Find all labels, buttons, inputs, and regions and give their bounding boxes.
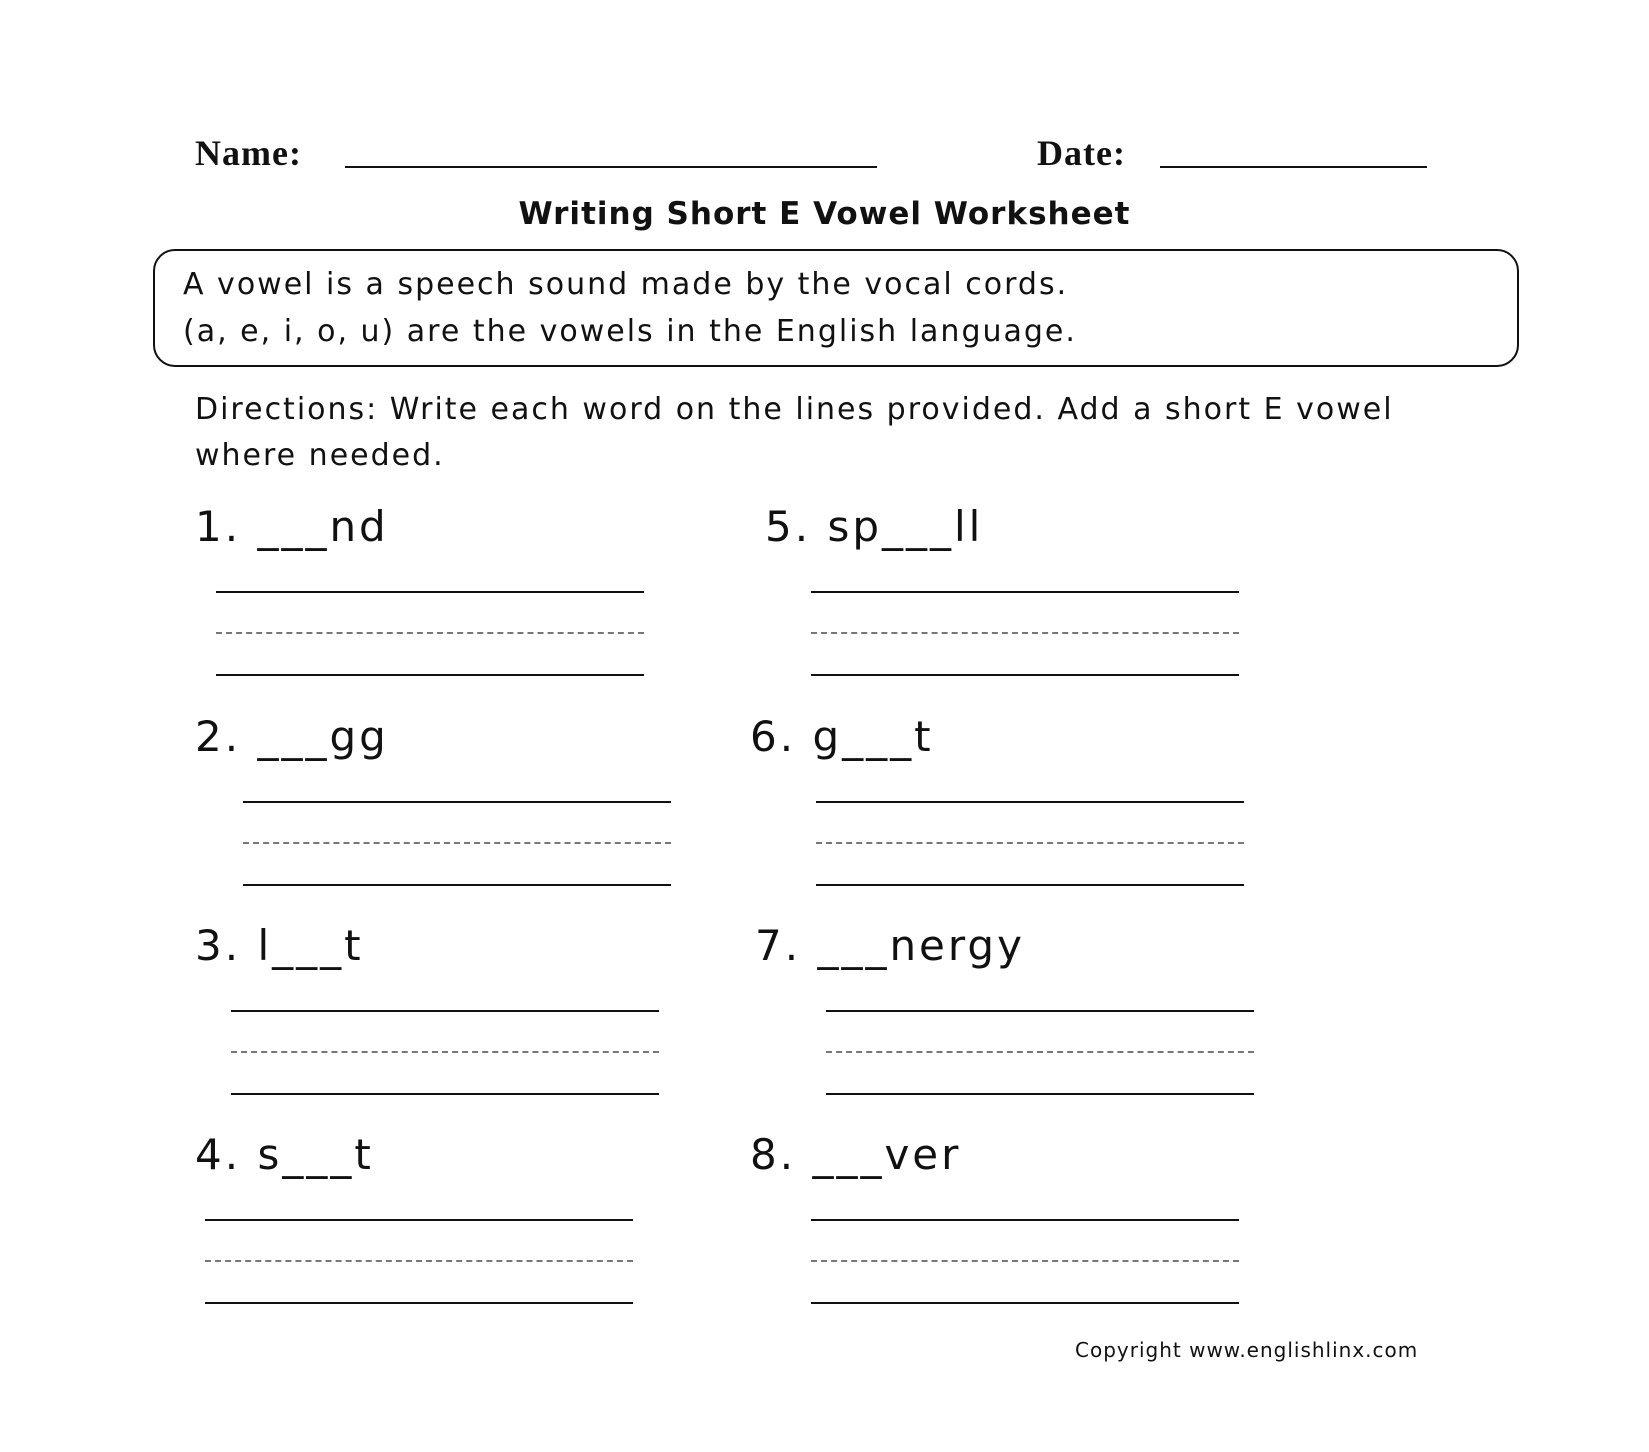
item-number: 7. [755,921,802,970]
writing-line-mid[interactable] [205,1260,633,1262]
page-title: Writing Short E Vowel Worksheet [518,196,1131,232]
writing-line-bottom[interactable] [811,674,1239,676]
name-field[interactable] [345,166,877,168]
writing-line-bottom[interactable] [205,1302,633,1304]
item-number: 4. [195,1130,242,1179]
item-number: 2. [195,712,242,761]
writing-line-top[interactable] [826,1010,1254,1012]
item-word: g___t [812,712,934,761]
writing-line-top[interactable] [811,591,1239,593]
copyright-text: Copyright www.englishlinx.com [1075,1338,1419,1362]
item-4 [195,1130,374,1179]
writing-line-top[interactable] [243,801,671,803]
info-line-1: A vowel is a speech sound made by the vocal cords. [183,267,1069,302]
item-word: l___t [257,921,364,970]
item-5 [765,502,983,551]
item-3 [195,921,364,970]
name-label: Name: [195,133,302,173]
item-word: ___nd [257,502,389,551]
writing-line-mid[interactable] [826,1051,1254,1053]
writing-line-top[interactable] [216,591,644,593]
writing-line-mid[interactable] [811,632,1239,634]
date-field[interactable] [1160,166,1427,168]
writing-line-bottom[interactable] [231,1093,659,1095]
item-1 [195,502,389,551]
writing-line-mid[interactable] [231,1051,659,1053]
item-number: 8. [750,1130,797,1179]
writing-line-top[interactable] [205,1219,633,1221]
writing-line-bottom[interactable] [826,1093,1254,1095]
item-8 [750,1130,961,1179]
item-number: 1. [195,502,242,551]
writing-line-top[interactable] [811,1219,1239,1221]
writing-line-bottom[interactable] [216,674,644,676]
writing-line-top[interactable] [816,801,1244,803]
writing-line-bottom[interactable] [811,1302,1239,1304]
item-6 [750,712,934,761]
item-word: ___nergy [817,921,1025,970]
item-word: ___ver [812,1130,962,1179]
item-word: ___gg [257,712,389,761]
item-number: 6. [750,712,797,761]
info-line-2: (a, e, i, o, u) are the vowels in the English language. [183,314,1077,349]
writing-line-mid[interactable] [216,632,644,634]
item-word: s___t [257,1130,374,1179]
writing-line-mid[interactable] [816,842,1244,844]
date-label: Date: [1037,133,1126,173]
writing-line-bottom[interactable] [816,884,1244,886]
item-number: 5. [765,502,812,551]
vowel-info-box [153,249,1519,367]
writing-line-mid[interactable] [243,842,671,844]
writing-line-mid[interactable] [811,1260,1239,1262]
item-7 [755,921,1025,970]
writing-line-top[interactable] [231,1010,659,1012]
item-2 [195,712,389,761]
directions-text: Directions: Write each word on the lines provided. Add a short E vowel where needed. [195,392,1394,473]
item-number: 3. [195,921,242,970]
item-word: sp___ll [827,502,984,551]
writing-line-bottom[interactable] [243,884,671,886]
